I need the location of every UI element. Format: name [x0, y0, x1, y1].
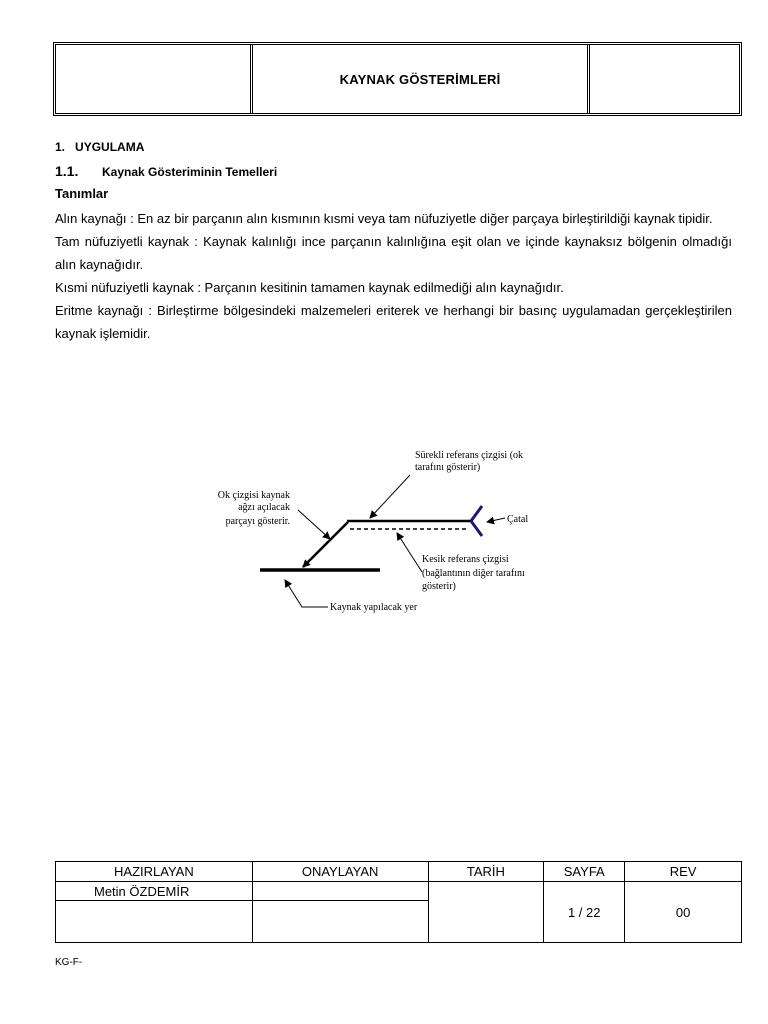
- section-1-heading: [55, 140, 144, 154]
- date-value: [428, 882, 544, 943]
- weld-symbol-diagram: [190, 440, 590, 630]
- surekli-leader: [370, 475, 410, 518]
- definitions-heading: Tanımlar: [55, 186, 109, 201]
- rev-value: 00: [625, 882, 742, 943]
- section-1-1-number: 1.1.: [55, 163, 79, 179]
- col-header-rev: REV: [625, 862, 742, 882]
- page-value: 1 / 22: [544, 882, 625, 943]
- kesik-label: (bağlantının diğer tarafını: [422, 568, 525, 579]
- catal-label: Çatal: [507, 514, 529, 525]
- arrow-line: [303, 522, 348, 567]
- section-1-1-title: Kaynak Gösteriminin Temelleri: [102, 165, 278, 179]
- ok-label: parçayı gösterir.: [225, 516, 290, 527]
- approval-header-row: [56, 862, 742, 882]
- kesik-label: Kesik referans çizgisi: [422, 554, 509, 565]
- definition-paragraph: Eritme kaynağı : Birleştirme bölgesindeki malzemeleri eriterek ve herhangi bir basınç uygulamadan gerçekleştirilen kaynak işlemidir.: [55, 303, 732, 341]
- ok-leader: [298, 510, 330, 539]
- kaynak-yeri-label: Kaynak yapılacak yer: [330, 602, 418, 613]
- section-1-title: UYGULAMA: [75, 140, 145, 154]
- section-1-number: 1.: [55, 140, 66, 154]
- definition-paragraph: Kısmi nüfuziyetli kaynak : Parçanın kesitinin tamamen kaynak edilmediği alın kaynağıdır.: [55, 280, 564, 295]
- col-header-tarih: TARİH: [428, 862, 544, 882]
- surekli-label: tarafını gösterir): [415, 462, 481, 473]
- form-code: KG-F-: [55, 957, 83, 968]
- kesik-leader: [397, 533, 422, 572]
- header-info-cell: [590, 45, 739, 113]
- approval-name-row: [56, 882, 742, 901]
- kaynak-yeri-leader: [285, 580, 328, 607]
- document-title: KAYNAK GÖSTERİMLERİ: [253, 45, 590, 113]
- header-table: [53, 42, 742, 116]
- col-header-hazirlayan: HAZIRLAYAN: [56, 862, 253, 882]
- ok-label: ağzı açılacak: [238, 502, 290, 513]
- approval-table: [55, 861, 742, 943]
- catal-leader: [487, 518, 505, 522]
- definition-paragraph: Alın kaynağı : En az bir parçanın alın kısmının kısmi veya tam nüfuziyetle diğer parçaya birleştirildiği kaynak tipidir.: [55, 211, 713, 226]
- col-header-onaylayan: ONAYLAYAN: [252, 862, 428, 882]
- col-header-sayfa: SAYFA: [544, 862, 625, 882]
- tail-fork-icon: [471, 506, 482, 536]
- header-logo-cell: [56, 45, 253, 113]
- definitions-body: [55, 207, 732, 345]
- ok-label: Ok çizgisi kaynak: [217, 490, 290, 501]
- approved-by-name: [252, 882, 428, 901]
- approved-by-signature: [252, 901, 428, 943]
- surekli-label: Sürekli referans çizgisi (ok: [415, 450, 524, 461]
- kesik-label: gösterir): [422, 581, 456, 592]
- prepared-by-name: Metin ÖZDEMİR: [56, 882, 253, 901]
- section-1-1-heading: [55, 163, 277, 179]
- prepared-by-signature: [56, 901, 253, 943]
- definition-paragraph: Tam nüfuziyetli kaynak : Kaynak kalınlığı ince parçanın kalınlığına eşit olan ve içinde kaynaksız bölgenin olmadığı alın kaynağıdır.: [55, 234, 732, 272]
